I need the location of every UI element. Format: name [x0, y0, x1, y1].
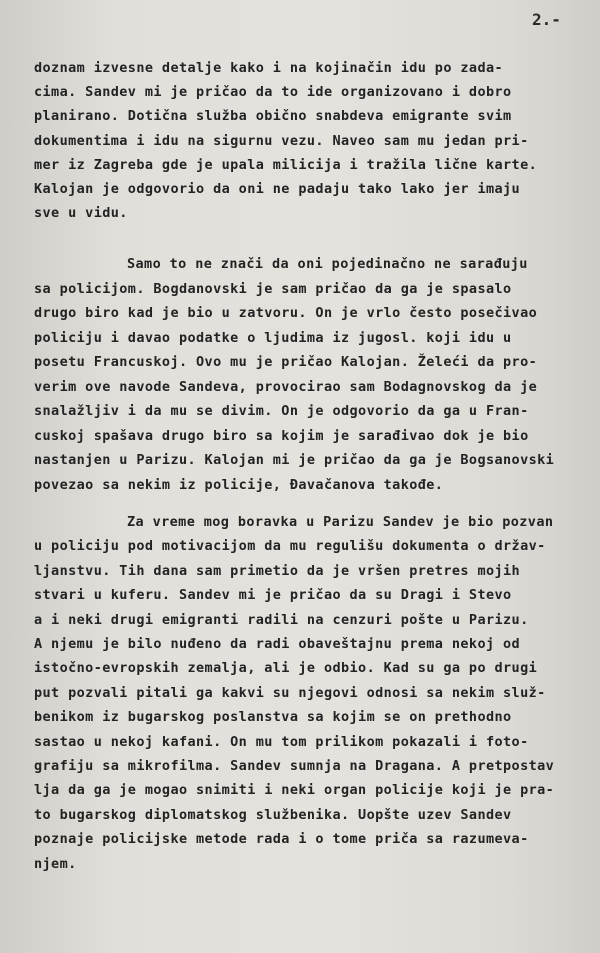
text-line: verim ove navode Sandeva, provocirao sam Bodagnovskog da je [34, 378, 538, 395]
text-line: nastanjen u Parizu. Kalojan mi je pričao da ga je Bogsanovski [34, 452, 555, 468]
text-line: posetu Francuskoj. Ovo mu je pričao Kalojan. Želeći da pro- [34, 354, 538, 370]
text-line: a i neki drugi emigranti radili na cenzuri pošte u Parizu. [34, 611, 529, 628]
text-line: sastao u nekoj kafani. On mu tom prilikom pokazali i foto- [34, 733, 529, 750]
text-line: to bugarskog diplomatskog službenika. Uopšte uzev Sandev [34, 806, 512, 823]
text-line: put pozvali pitali ga kakvi su njegovi odnosi sa nekim služ- [34, 684, 546, 701]
text-line: policiju i davao podatke o ljudima iz jugosl. koji idu u [34, 329, 512, 346]
text-line: dokumentima i idu na sigurnu vezu. Naveo sam mu jedan pri- [34, 132, 529, 149]
text-line: A njemu je bilo nuđeno da radi obaveštajnu prema nekoj od [34, 636, 521, 652]
text-line: njem. [34, 855, 77, 872]
page-number: 2.- [532, 10, 561, 29]
text-line: cima. Sandev mi je pričao da to ide organizovano i dobro [34, 84, 512, 101]
text-line: doznam izvesne detalje kako i na kojinačin idu po zada- [34, 60, 504, 76]
text-line: sa policijom. Bogdanovski je sam pričao da ga je spasalo [34, 280, 512, 297]
text-line: cuskoj spašava drugo biro sa kojim je sarađivao dok je bio [34, 427, 529, 444]
text-line: ljanstvu. Tih dana sam primetio da je vršen pretres mojih [34, 562, 521, 579]
text-line: istočno-evropskih zemalja, ali je odbio. Kad su ga po drugi [34, 660, 538, 677]
text-line: Samo to ne znači da oni pojedinačno ne sarađuju [127, 256, 528, 272]
text-line: poznaje policijske metode rada i o tome priča sa razumeva- [34, 831, 529, 848]
text-line: planirano. Dotična služba obično snabdeva emigrante svim [34, 108, 512, 125]
text-line: benikom iz bugarskog poslanstva sa kojim se on prethodno [34, 709, 512, 726]
text-line: snalažljiv i da mu se divim. On je odgovorio da ga u Fran- [34, 403, 529, 419]
text-line: mer iz Zagreba gde je upala milicija i tražila lične karte. [34, 156, 538, 173]
text-line: lja da ga je mogao snimiti i neki organ policije koji je pra- [34, 782, 555, 799]
text-line: stvari u kuferu. Sandev mi je pričao da su Dragi i Stevo [34, 587, 512, 604]
text-line: Za vreme mog boravka u Parizu Sandev je bio pozvan [127, 514, 554, 530]
text-line: Kalojan je odgovorio da oni ne padaju tako lako jer imaju [34, 181, 521, 197]
text-line: u policiju pod motivacijom da mu regulišu dokumenta o držav- [34, 538, 546, 555]
text-line: povezao sa nekim iz policije, Đavačanova takođe. [34, 476, 444, 493]
text-line: drugo biro kad je bio u zatvoru. On je vrlo često posečivao [34, 305, 538, 321]
text-line: grafiju sa mikrofilma. Sandev sumnja na Dragana. A pretpostav [34, 758, 555, 774]
text-line: sve u vidu. [34, 205, 128, 222]
